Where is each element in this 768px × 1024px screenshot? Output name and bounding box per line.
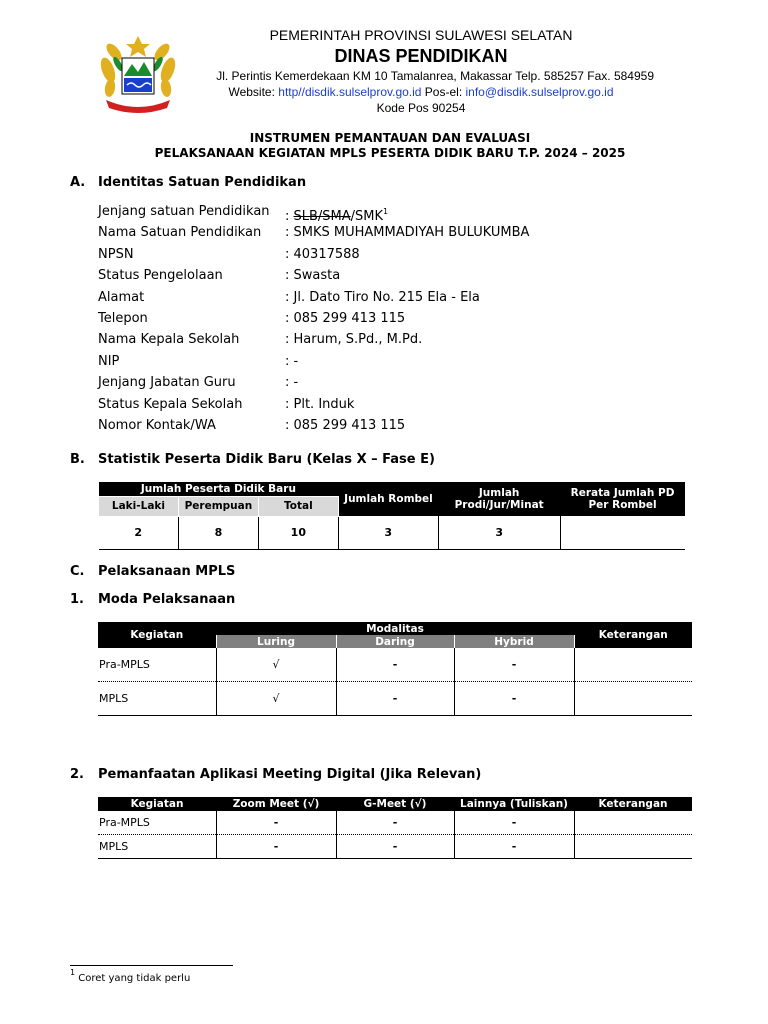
website-link[interactable]: http//disdik.sulselprov.go.id: [278, 85, 422, 99]
footnote-marker: 1: [70, 968, 76, 977]
section-a-title: Identitas Satuan Pendidikan: [98, 175, 307, 190]
cell-kegiatan: MPLS: [98, 835, 216, 859]
identity-label: Jenjang Jabatan Guru: [98, 375, 236, 391]
identity-label: Nama Kepala Sekolah: [98, 332, 240, 348]
letterhead-postcode: Kode Pos 90254: [376, 101, 466, 115]
cell-keterangan: [574, 811, 692, 835]
cell-lainnya: -: [454, 835, 574, 859]
cell-daring: -: [336, 648, 454, 682]
cell-rombel: 3: [338, 516, 438, 549]
header-rombel: Jumlah Rombel: [338, 482, 438, 516]
identity-value: : 40317588: [285, 246, 360, 262]
cell-keterangan: [574, 648, 692, 682]
cell-kegiatan: Pra-MPLS: [98, 811, 216, 835]
title-line-2: PELAKSANAAN KEGIATAN MPLS PESERTA DIDIK BARU T.P. 2024 – 2025: [154, 146, 626, 160]
header-group-students: Jumlah Peserta Didik Baru: [99, 482, 339, 496]
section-c-number: C.: [70, 564, 85, 579]
mode-table: [98, 622, 692, 716]
section-b-title: Statistik Peserta Didik Baru (Kelas X – Fase E): [98, 452, 435, 467]
header-lainnya: Lainnya (Tuliskan): [454, 797, 574, 811]
identity-value: : -: [285, 353, 299, 369]
cell-hybrid: -: [454, 682, 574, 716]
section-a-number: A.: [70, 175, 86, 190]
subsection-2-title: Pemanfaatan Aplikasi Meeting Digital (Jika Relevan): [98, 767, 482, 782]
subsection-1-number: 1.: [70, 592, 84, 607]
cell-kegiatan: Pra-MPLS: [98, 648, 216, 682]
cell-rerata: [560, 516, 685, 549]
cell-zoom: -: [216, 835, 336, 859]
cell-keterangan: [574, 835, 692, 859]
header-zoom: Zoom Meet (√): [216, 797, 336, 811]
header-rerata: Rerata Jumlah PD Per Rombel: [560, 482, 685, 516]
header-keterangan: Keterangan: [574, 622, 692, 648]
section-b-number: B.: [70, 452, 85, 467]
header-laki: Laki-Laki: [99, 496, 179, 516]
footnote-divider: [70, 965, 233, 966]
header-luring: Luring: [216, 635, 336, 648]
identity-value: : 085 299 413 115: [285, 417, 406, 433]
table-row: [98, 648, 692, 682]
identity-label: NPSN: [98, 246, 134, 262]
identity-value: : Swasta: [285, 268, 341, 284]
identity-value: : Plt. Induk: [285, 396, 355, 412]
header-hybrid: Hybrid: [454, 635, 574, 648]
identity-label: Jenjang satuan Pendidikan: [98, 204, 270, 219]
provincial-emblem-logo: [96, 30, 180, 114]
cell-gmeet: -: [336, 811, 454, 835]
table-row: [98, 811, 692, 835]
cell-zoom: -: [216, 811, 336, 835]
letterhead-government: PEMERINTAH PROVINSI SULAWESI SELATAN: [269, 27, 573, 43]
cell-laki: 2: [99, 516, 179, 549]
cell-luring: √: [216, 682, 336, 716]
letterhead-agency: DINAS PENDIDIKAN: [334, 46, 508, 66]
cell-daring: -: [336, 682, 454, 716]
identity-label: Nama Satuan Pendidikan: [98, 225, 262, 241]
letterhead-address: Jl. Perintis Kemerdekaan KM 10 Tamalanrea, Makassar Telp. 585257 Fax. 584959: [216, 69, 654, 83]
identity-label: Status Pengelolaan: [98, 268, 223, 284]
footnote-text: Coret yang tidak perlu: [75, 973, 191, 984]
subsection-2-number: 2.: [70, 767, 84, 782]
title-line-1: INSTRUMEN PEMANTAUAN DAN EVALUASI: [249, 131, 531, 145]
header-keterangan: Keterangan: [574, 797, 692, 811]
footnote: [70, 968, 190, 984]
identity-value: : Jl. Dato Tiro No. 215 Ela - Ela: [285, 289, 480, 305]
email-link[interactable]: info@disdik.sulselprov.go.id: [465, 85, 614, 99]
cell-perempuan: 8: [178, 516, 258, 549]
header-modalitas: Modalitas: [216, 622, 574, 635]
subsection-1-title: Moda Pelaksanaan: [98, 592, 236, 607]
header-gmeet: G-Meet (√): [336, 797, 454, 811]
document-title: [60, 131, 720, 161]
cell-gmeet: -: [336, 835, 454, 859]
identity-label: Telepon: [98, 310, 148, 326]
cell-total: 10: [258, 516, 338, 549]
struck-text: SLB/SMA: [293, 209, 351, 224]
letterhead-contacts: [186, 84, 656, 100]
identity-label: NIP: [98, 353, 120, 369]
identity-label: Status Kepala Sekolah: [98, 396, 243, 412]
cell-lainnya: -: [454, 811, 574, 835]
header-kegiatan: Kegiatan: [98, 797, 216, 811]
student-statistics-table: [98, 482, 685, 550]
identity-label: Nomor Kontak/WA: [98, 417, 216, 433]
website-label: Website:: [228, 85, 279, 99]
cell-luring: √: [216, 648, 336, 682]
identity-value: : -: [285, 375, 299, 391]
cell-prodi: 3: [438, 516, 560, 549]
cell-kegiatan: MPLS: [98, 682, 216, 716]
header-total: Total: [258, 496, 338, 516]
cell-hybrid: -: [454, 648, 574, 682]
jenjang-smk: /SMK: [350, 209, 384, 224]
meeting-app-table: [98, 797, 692, 859]
cell-keterangan: [574, 682, 692, 716]
table-row: [98, 835, 692, 859]
identity-value: : 085 299 413 115: [285, 310, 406, 326]
header-kegiatan: Kegiatan: [98, 622, 216, 648]
colon: :: [285, 209, 294, 224]
header-prodi: Jumlah Prodi/Jur/Minat: [438, 482, 560, 516]
identity-label: Alamat: [98, 289, 145, 305]
header-daring: Daring: [336, 635, 454, 648]
header-perempuan: Perempuan: [178, 496, 258, 516]
identity-value: : SMKS MUHAMMADIYAH BULUKUMBA: [285, 225, 530, 241]
table-row: [99, 516, 686, 549]
identity-value: : Harum, S.Pd., M.Pd.: [285, 332, 423, 348]
letterhead: [186, 26, 656, 116]
table-row: [98, 682, 692, 716]
section-c-title: Pelaksanaan MPLS: [98, 564, 236, 579]
email-label: Pos-el:: [421, 85, 466, 99]
footnote-ref: 1: [383, 207, 389, 216]
